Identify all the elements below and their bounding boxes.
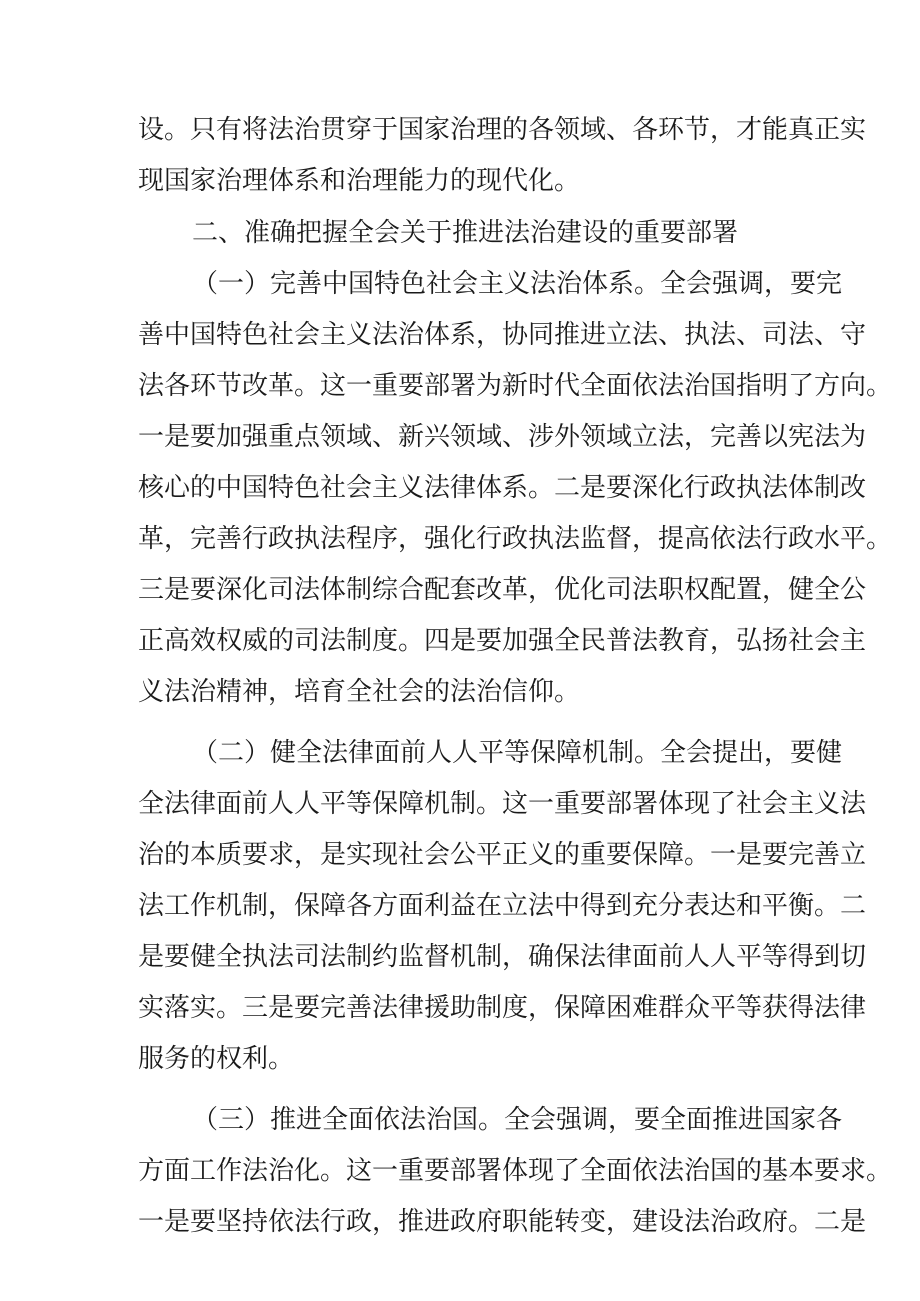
text-line: 一是要坚持依法行政，推进政府职能转变，建设法治政府。二是 — [138, 1207, 867, 1237]
text-line: 是要健全执法司法制约监督机制，确保法律面前人人平等得到切 — [138, 942, 867, 972]
text-line: 法工作机制，保障各方面利益在立法中得到充分表达和平衡。二 — [138, 891, 867, 921]
text-line: 实落实。三是要完善法律援助制度，保障困难群众平等获得法律 — [138, 993, 867, 1023]
text-line: （三）推进全面依法治国。全会强调，要全面推进国家各 — [192, 1105, 843, 1135]
text-line: 义法治精神，培育全社会的法治信仰。 — [138, 677, 581, 707]
text-line: 革，完善行政执法程序，强化行政执法监督，提高依法行政水平。 — [138, 524, 893, 554]
text-line: （一）完善中国特色社会主义法治体系。全会强调，要完 — [192, 269, 843, 299]
text-line: 法各环节改革。这一重要部署为新时代全面依法治国指明了方向。 — [138, 371, 893, 401]
text-line: 核心的中国特色社会主义法律体系。二是要深化行政执法体制改 — [138, 473, 867, 503]
text-line: 善中国特色社会主义法治体系，协同推进立法、执法、司法、守 — [138, 320, 867, 350]
section-heading: 二、准确把握全会关于推进法治建设的重要部署 — [192, 218, 739, 248]
text-line: 设。只有将法治贯穿于国家治理的各领域、各环节，才能真正实 — [138, 115, 867, 145]
text-line: （二）健全法律面前人人平等保障机制。全会提出，要健 — [192, 738, 843, 768]
text-line: 全法律面前人人平等保障机制。这一重要部署体现了社会主义法 — [138, 789, 867, 819]
text-line: 正高效权威的司法制度。四是要加强全民普法教育，弘扬社会主 — [138, 626, 867, 656]
text-line: 服务的权利。 — [138, 1044, 295, 1074]
text-line: 一是要加强重点领域、新兴领域、涉外领域立法，完善以宪法为 — [138, 422, 867, 452]
text-line: 治的本质要求，是实现社会公平正义的重要保障。一是要完善立 — [138, 840, 867, 870]
text-line: 方面工作法治化。这一重要部署体现了全面依法治国的基本要求。 — [138, 1156, 893, 1186]
text-line: 现国家治理体系和治理能力的现代化。 — [138, 166, 581, 196]
text-line: 三是要深化司法体制综合配套改革，优化司法职权配置，健全公 — [138, 575, 867, 605]
